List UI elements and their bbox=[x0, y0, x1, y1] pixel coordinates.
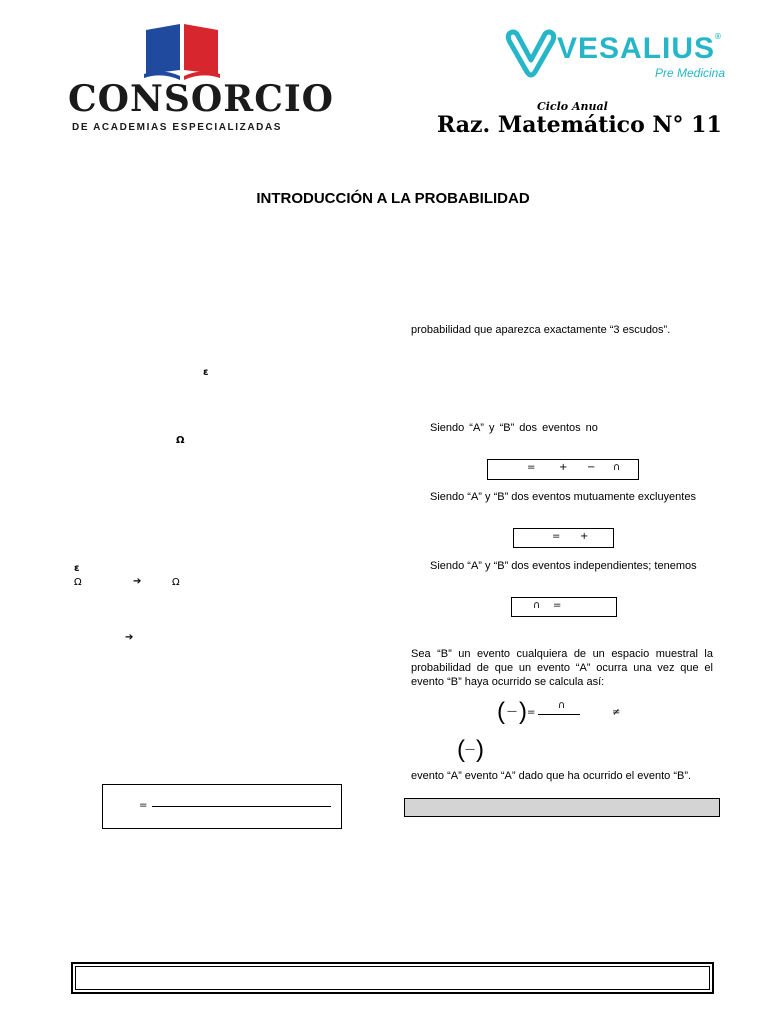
formula-intersection: ∩ bbox=[613, 462, 621, 473]
text-line: evento “A” evento “A” dado que ha ocurrido el evento “B”. bbox=[411, 770, 692, 782]
cycle-label: Ciclo Anual bbox=[537, 100, 608, 113]
formula-equals: = bbox=[139, 800, 148, 811]
epsilon-symbol: ε bbox=[203, 367, 209, 378]
shaded-bar bbox=[404, 798, 720, 817]
formula-box-exclusive bbox=[513, 528, 614, 548]
consorcio-name: CONSORCIO bbox=[68, 78, 335, 120]
left-paren: ( bbox=[497, 698, 505, 725]
conditional-formula bbox=[497, 700, 627, 730]
consorcio-logo bbox=[60, 20, 335, 140]
omega-symbol: Ω bbox=[176, 435, 185, 446]
conditional-paragraph: Sea “B” un evento cualquiera de un espacio muestral la probabilidad de que un evento “A” ocurra una vez que el evento “B” haya ocurrido se calcula así: bbox=[411, 648, 713, 688]
epsilon-symbol: ε bbox=[74, 563, 80, 574]
right-paren: ) bbox=[476, 736, 484, 763]
formula-equals: = bbox=[553, 600, 562, 611]
vesalius-name-text: VESALIUS bbox=[557, 32, 716, 65]
formula-intersection: ∩ bbox=[533, 600, 541, 611]
conditional-notation bbox=[457, 738, 487, 768]
footer-inner-frame bbox=[75, 966, 710, 990]
formula-box-union bbox=[487, 459, 639, 480]
formula-equals: = bbox=[527, 462, 536, 473]
formula-equals: = bbox=[552, 531, 561, 542]
text-line: Siendo “A” y “B” dos eventos independientes; tenemos bbox=[430, 560, 697, 572]
formula-box-independent bbox=[511, 597, 617, 617]
not-equal-symbol: ≠ bbox=[612, 707, 621, 718]
fraction-bar bbox=[152, 806, 331, 807]
consorcio-tagline: DE ACADEMIAS ESPECIALIZADAS bbox=[72, 122, 283, 133]
fraction-dash: — bbox=[465, 744, 475, 755]
formula-intersection: ∩ bbox=[558, 700, 566, 711]
formula-plus: + bbox=[559, 462, 568, 473]
formula-plus: + bbox=[580, 531, 589, 542]
formula-minus: − bbox=[587, 462, 596, 473]
fraction-bar bbox=[538, 714, 580, 715]
vesalius-tagline: Pre Medicina bbox=[655, 66, 726, 80]
probability-formula-box bbox=[102, 784, 342, 829]
text-line: Siendo “A” y “B” dos eventos no bbox=[430, 422, 598, 434]
right-paren: ) bbox=[519, 698, 527, 725]
text-line: Siendo “A” y “B” dos eventos mutuamente excluyentes bbox=[430, 491, 696, 503]
arrow-icon: ➔ bbox=[125, 632, 134, 643]
page-title: INTRODUCCIÓN A LA PROBABILIDAD bbox=[256, 190, 530, 207]
vesalius-reg: ® bbox=[715, 32, 722, 41]
subject-title: Raz. Matemático N° 11 bbox=[437, 112, 722, 138]
fraction-dash: — bbox=[507, 706, 517, 717]
text-line: probabilidad que aparezca exactamente “3 escudos”. bbox=[411, 324, 671, 336]
vesalius-name bbox=[557, 32, 722, 66]
vesalius-v-icon bbox=[505, 28, 557, 78]
formula-equals: = bbox=[527, 707, 536, 718]
footer-frame bbox=[71, 962, 714, 994]
arrow-icon: ➔ bbox=[133, 576, 142, 587]
vesalius-logo bbox=[505, 28, 745, 84]
omega-symbol: Ω bbox=[172, 577, 180, 588]
book-icon bbox=[142, 22, 222, 84]
left-paren: ( bbox=[457, 736, 465, 763]
omega-symbol: Ω bbox=[74, 577, 82, 588]
